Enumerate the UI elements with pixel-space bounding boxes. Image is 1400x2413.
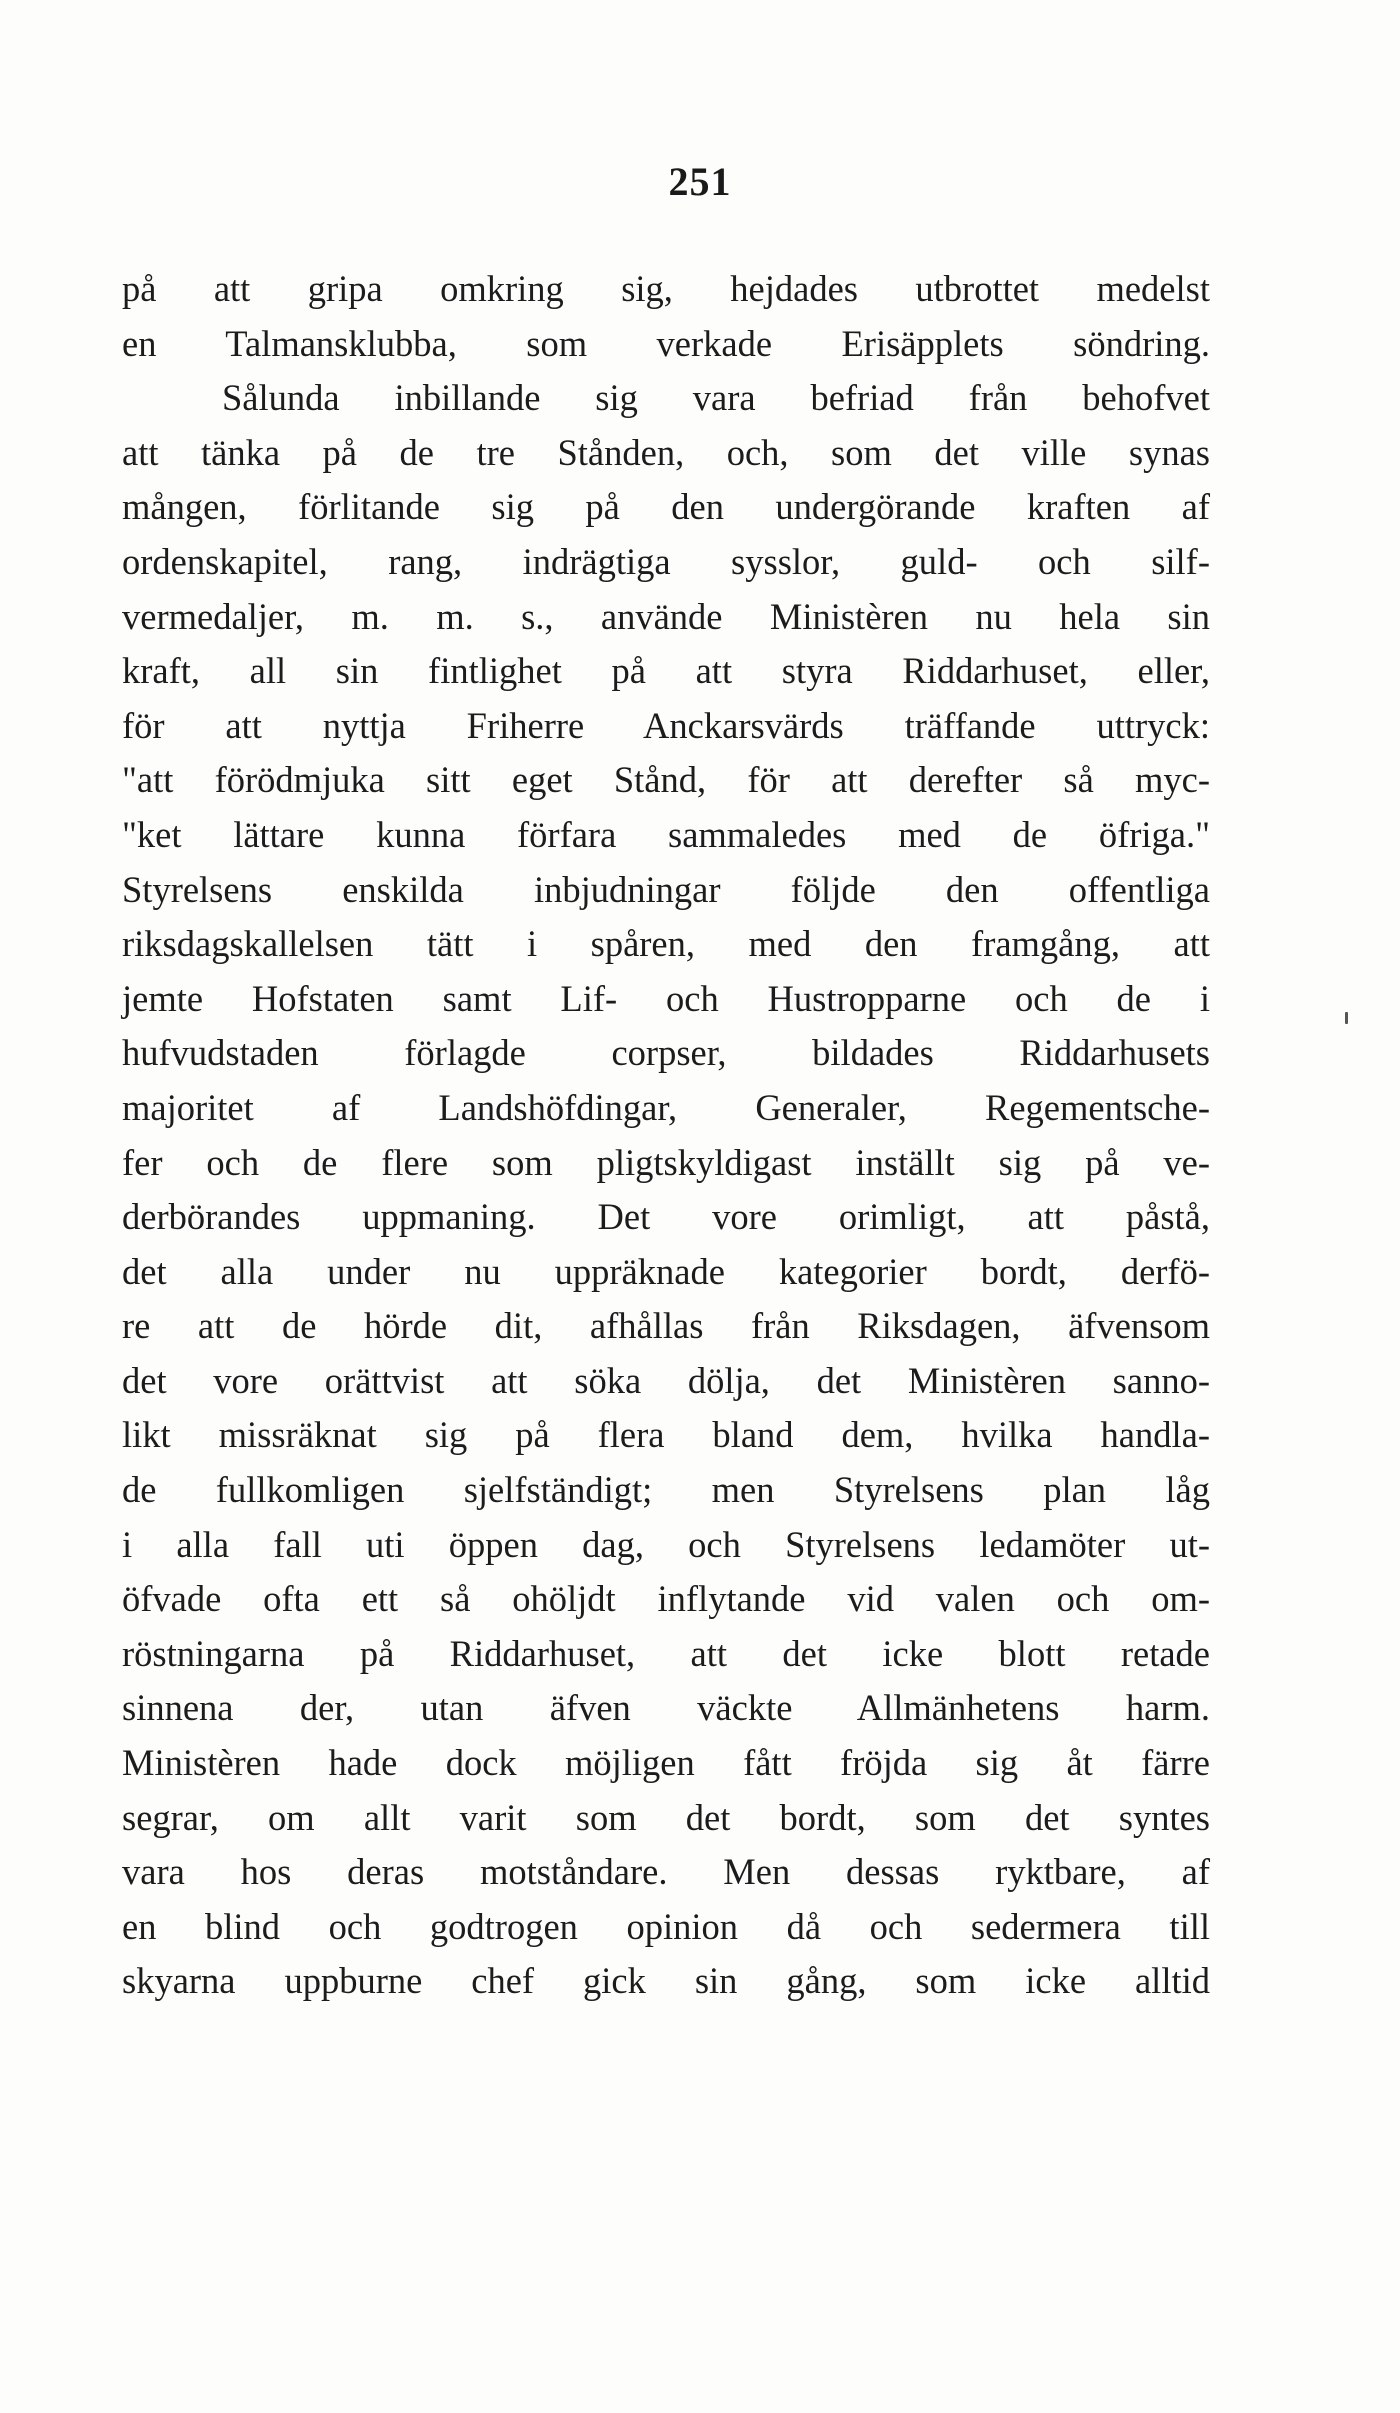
text-line: för att nyttja Friherre Anckarsvärds träffande uttryck: (122, 704, 1210, 746)
text-line: Sålunda inbillande sig vara befriad från behofvet (222, 377, 1210, 419)
text-line: vara hos deras motståndare. Men dessas ryktbare, af (122, 1851, 1210, 1893)
text-line: hufvudstaden förlagde corpser, bildades Riddarhusets (122, 1032, 1210, 1074)
text-line: "att förödmjuka sitt eget Stånd, för att derefter så myc- (122, 759, 1210, 801)
text-line: segrar, om allt varit som det bordt, som det syntes (122, 1796, 1210, 1838)
text-line: jemte Hofstaten samt Lif- och Hustropparne och de i (122, 977, 1210, 1019)
text-line: mången, förlitande sig på den undergörande kraften af (122, 486, 1210, 528)
page-number: 251 (668, 159, 732, 204)
text-line: Styrelsens enskilda inbjudningar följde den offentliga (122, 868, 1210, 910)
text-line: Ministèren hade dock möjligen fått fröjda sig åt färre (122, 1742, 1210, 1784)
text-line: att tänka på de tre Stånden, och, som det ville synas (122, 431, 1210, 473)
text-line: skyarna uppburne chef gick sin gång, som icke alltid (122, 1960, 1210, 2002)
text-line: fer och de flere som pligtskyldigast inställt sig på ve- (122, 1141, 1210, 1183)
text-line: det alla under nu uppräknade kategorier bordt, derfö- (122, 1250, 1210, 1292)
text-line: en Talmansklubba, som verkade Erisäpplets söndring. (122, 322, 1210, 364)
text-line: likt missräknat sig på flera bland dem, hvilka handla- (122, 1414, 1210, 1456)
text-line: "ket lättare kunna förfara sammaledes med de öfriga." (122, 813, 1210, 855)
text-line: re att de hörde dit, afhållas från Riksdagen, äfvensom (122, 1305, 1210, 1347)
body-text (122, 262, 1210, 2009)
text-line: öfvade ofta ett så ohöljdt inflytande vid valen och om- (122, 1578, 1210, 1620)
text-line: de fullkomligen sjelfständigt; men Styrelsens plan låg (122, 1469, 1210, 1511)
text-line: derbörandes uppmaning. Det vore orimligt, att påstå, (122, 1196, 1210, 1238)
text-line: kraft, all sin fintlighet på att styra Riddarhuset, eller, (122, 650, 1210, 692)
margin-speck (1345, 1012, 1348, 1024)
text-line: majoritet af Landshöfdingar, Generaler, Regementsche- (122, 1086, 1210, 1128)
text-line: vermedaljer, m. m. s., använde Ministèren nu hela sin (122, 595, 1210, 637)
text-line: ordenskapitel, rang, indrägtiga sysslor, guld- och silf- (122, 540, 1210, 582)
text-line: på att gripa omkring sig, hejdades utbrottet medelst (122, 268, 1210, 309)
text-line: det vore orättvist att söka dölja, det Ministèren sanno- (122, 1359, 1210, 1401)
text-line: riksdagskallelsen tätt i spåren, med den framgång, att (122, 923, 1210, 965)
text-line: röstningarna på Riddarhuset, att det icke blott retade (122, 1632, 1210, 1674)
text-line: sinnena der, utan äfven väckte Allmänhetens harm. (122, 1687, 1210, 1729)
text-line: i alla fall uti öppen dag, och Styrelsens ledamöter ut- (122, 1523, 1210, 1565)
text-line: en blind och godtrogen opinion då och sedermera till (122, 1905, 1210, 1947)
